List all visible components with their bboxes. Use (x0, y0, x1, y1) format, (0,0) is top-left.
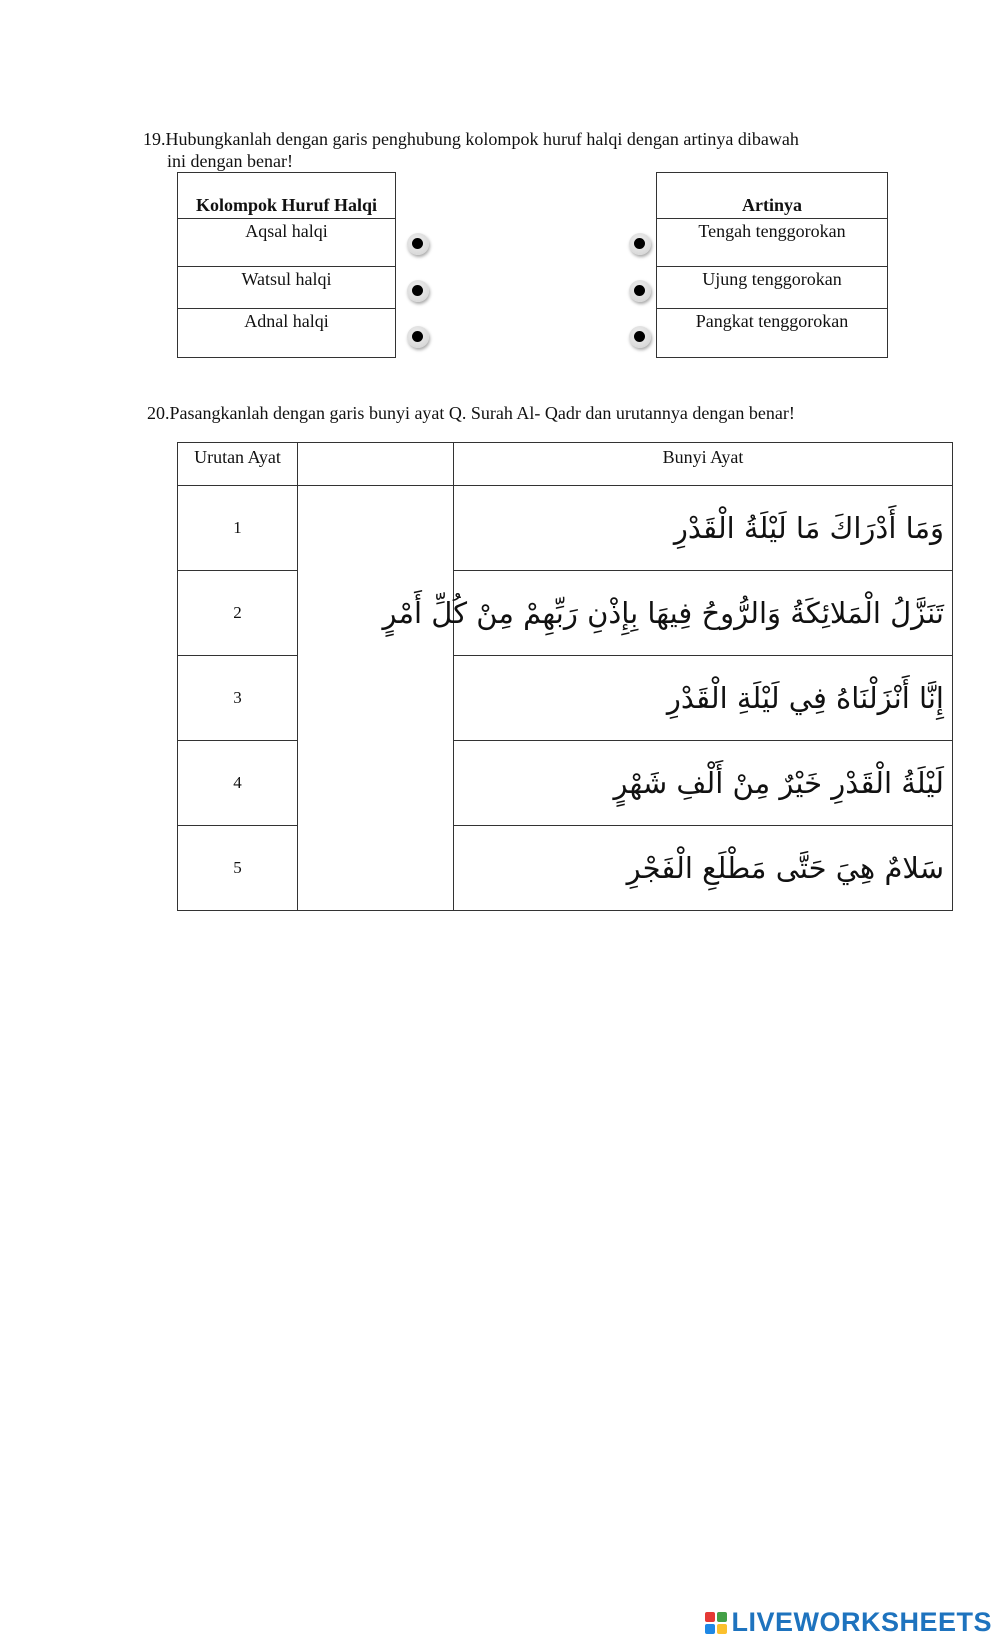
liveworksheets-logo (705, 1607, 992, 1638)
halqi-group-item: Watsul halqi (178, 267, 395, 309)
answer-column-header (298, 443, 454, 486)
right-connector-dot-1[interactable] (629, 233, 651, 255)
halqi-group-table (177, 172, 396, 358)
question-19-prompt (143, 128, 799, 172)
meaning-item: Pangkat tenggorokan (695, 311, 849, 331)
right-connector-dot-2[interactable] (629, 280, 651, 302)
meaning-item: Tengah tenggorokan (657, 219, 887, 267)
question-19-line-2: ini dengan benar! (167, 151, 293, 171)
bunyi-ayat-header: Bunyi Ayat (454, 443, 953, 486)
ayat-text: لَيْلَةُ الْقَدْرِ خَيْرٌ مِنْ أَلْفِ شَهْرٍ (454, 741, 953, 826)
ayat-order-number: 4 (178, 741, 298, 826)
halqi-group-item: Adnal halqi (244, 311, 329, 331)
liveworksheets-brand-text: LIVEWORKSHEETS (731, 1607, 992, 1637)
ayat-text: تَنَزَّلُ الْمَلائِكَةُ وَالرُّوحُ فِيهَا بِإِذْنِ رَبِّهِمْ مِنْ كُلِّ أَمْرٍ (454, 571, 953, 656)
question-19-line-1: 19.Hubungkanlah dengan garis penghubung kolompok huruf halqi dengan artinya dibawah (143, 129, 799, 149)
left-connector-dot-3[interactable] (407, 326, 429, 348)
left-connector-dot-2[interactable] (407, 280, 429, 302)
halqi-group-header: Kolompok Huruf Halqi (178, 173, 395, 219)
ayat-order-table (177, 442, 953, 911)
answer-drawing-area[interactable] (298, 486, 454, 911)
right-connector-dot-3[interactable] (629, 326, 651, 348)
urutan-ayat-header: Urutan Ayat (178, 443, 298, 486)
ayat-order-number: 3 (178, 656, 298, 741)
ayat-text: إِنَّا أَنْزَلْنَاهُ فِي لَيْلَةِ الْقَدْرِ (454, 656, 953, 741)
meaning-header: Artinya (657, 173, 887, 219)
meaning-table (656, 172, 888, 358)
ayat-order-number: 1 (178, 486, 298, 571)
ayat-order-number: 5 (178, 826, 298, 911)
meaning-item: Ujung tenggorokan (657, 267, 887, 309)
ayat-text: وَمَا أَدْرَاكَ مَا لَيْلَةُ الْقَدْرِ (454, 486, 953, 571)
ayat-text: سَلامٌ هِيَ حَتَّى مَطْلَعِ الْفَجْرِ (454, 826, 953, 911)
left-connector-dot-1[interactable] (407, 233, 429, 255)
liveworksheets-logo-icon (705, 1612, 727, 1634)
halqi-group-item: Aqsal halqi (178, 219, 395, 267)
question-20-prompt: 20.Pasangkanlah dengan garis bunyi ayat Q. Surah Al- Qadr dan urutannya dengan benar! (147, 403, 795, 423)
ayat-order-number: 2 (178, 571, 298, 656)
